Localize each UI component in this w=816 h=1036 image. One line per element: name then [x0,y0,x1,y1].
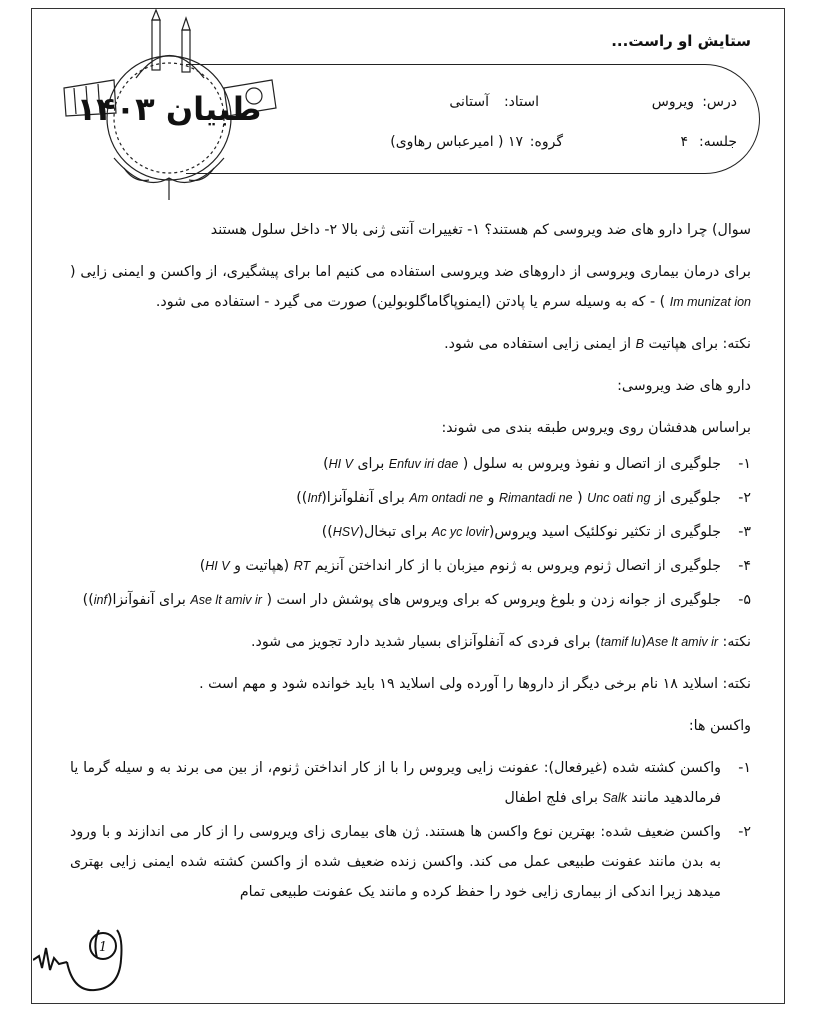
note-2-b: ) برای فردی که آنفلوآنزای بسیار شدید دارد تجویز می شود. [251,634,601,650]
note-1-term: B [635,337,644,351]
list-item [70,517,751,547]
virus-name: inf [93,593,107,607]
session-label: جلسه: [698,134,737,150]
slogan: ستایش او راست... [611,32,751,50]
list-text: برای فلج اطفال [504,790,599,806]
list-text: برای آنفلوآنزا( [321,490,405,506]
session-value: ۴ [680,134,688,150]
virus-name: HI V [328,457,353,471]
note-1 [70,329,751,359]
course-value: ویروس [651,94,694,110]
note-2-a: نکته: [722,634,751,650]
paragraph-1 [70,257,751,317]
logo-text: طبیان ۱۴۰۳ [76,90,262,128]
virus-name: Inf [307,491,322,505]
list-text: ) [323,456,329,472]
list-number: ۳- [738,524,751,540]
drug-name: Enfuv iri dae [388,457,459,471]
note-1-b: از ایمنی زایی استفاده می شود. [444,336,632,352]
immunization-term: Im munizat ion [669,295,751,309]
list-text: جلوگیری از اتصال و نفوذ ویروس به سلول ( [462,456,721,472]
list-text: واکسن ضعیف شده: بهترین نوع واکسن ها هستند. ژن های بیماری زای ویروسی را از کار می اندازند و با ورود به بدن مانند عفونت طبیعی عمل می کند. واکسن زنده ضعیف شده از واکسن کشته شده ایمنی زایی بهتری میدهد زیرا اندکی از بیماری زایی خود را حفظ کرده و مانند یک عفونت طبیعی تمام [70,824,721,900]
document-body [70,215,751,911]
list-text: واکسن کشته شده (غیرفعال): عفونت زایی ویروس را با از کار انداختن ژنوم، از بین می برند به و سیله گرما یا فرمالدهید مانند [70,760,721,806]
question-1: سوال) چرا دارو های ضد ویروسی کم هستند؟ ۱- تغییرات آنتی ژنی بالا ۲- داخل سلول هستند [210,222,751,238]
list-number: ۵- [738,592,751,608]
list-text: )) [321,524,333,540]
drug-name: Ac yc lovir [431,525,489,539]
list-item [70,551,751,581]
list-text: ( [577,490,583,506]
page-number: 1 [98,940,108,955]
drug-name: Ase lt amiv ir [190,593,262,607]
list-text: برای تبخال( [358,524,428,540]
group-value: ۱۷ ( امیرعباس رهاوی) [390,134,523,150]
list-text: جلوگیری از جوانه زدن و بلوغ ویروس که برای ویروس های پوشش دار است ( [266,592,721,608]
paragraph-1-a: برای درمان بیماری ویروسی از داروهای ضد ویروسی استفاده می کنیم اما برای پیشگیری، از واکسن و ایمنی زایی ( [70,264,751,280]
note-2-mid: ( [640,634,647,650]
enzyme-name: RT [293,559,311,573]
drug-name: Unc oati ng [587,491,651,505]
list-text: جلوگیری از اتصال ژنوم ویروس به ژنوم میزبان با از کار انداختن آنزیم [314,558,721,574]
stethoscope-icon [33,918,133,998]
group-label: گروه: [529,134,563,150]
list-text: )) [82,592,94,608]
list-text: برای آنفوآنزا( [106,592,186,608]
drug-name: Rimantadi ne [498,491,573,505]
list-item [70,585,751,615]
list-text: جلوگیری از تکثیر نوکلئیک اسید ویروس( [488,524,721,540]
paragraph-1-b: ) - که به وسیله سرم یا پادتن (ایمنوپاگاماگلوبولین) صورت می گیرد - استفاده می شود. [155,294,666,310]
drug-name: Am ontadi ne [409,491,484,505]
virus-name: HI V [205,559,230,573]
drug-name: tamif lu [600,635,641,649]
teacher-label: استاد: [503,94,539,110]
note-1-a: نکته: برای هپاتیت [648,336,751,352]
list-text: و [487,490,495,506]
list-text: ) [199,558,206,574]
drug-name: Ase lt amiv ir [646,635,719,649]
list-number: ۲- [738,490,751,506]
note-3: نکته: اسلاید ۱۸ نام برخی دیگر از داروها را آورده ولی اسلاید ۱۹ باید خوانده شود و مهم است . [199,676,751,692]
list-number: ۱- [738,456,751,472]
list-text: جلوگیری از [654,490,721,506]
list-number: ۱- [738,760,751,776]
list-item [70,449,751,479]
heading-antivirals: دارو های ضد ویروسی: [617,378,751,394]
list-item [70,483,751,513]
teacher-value: آستانی [449,94,489,110]
classification-line: براساس هدفشان روی ویروس طبقه بندی می شوند: [441,420,751,436]
list-text: (هپاتیت و [234,558,290,574]
list-item [70,817,751,907]
list-number: ۲- [738,824,751,840]
vaccine-name: Salk [602,791,627,805]
course-label: درس: [702,94,737,110]
list-text: برای [357,456,385,472]
note-2 [70,627,751,657]
list-text: )) [296,490,308,506]
list-item [70,753,751,813]
tabiban-logo [54,8,284,208]
heading-vaccines: واکسن ها: [688,718,751,734]
virus-name: HSV [332,525,359,539]
list-number: ۴- [738,558,751,574]
